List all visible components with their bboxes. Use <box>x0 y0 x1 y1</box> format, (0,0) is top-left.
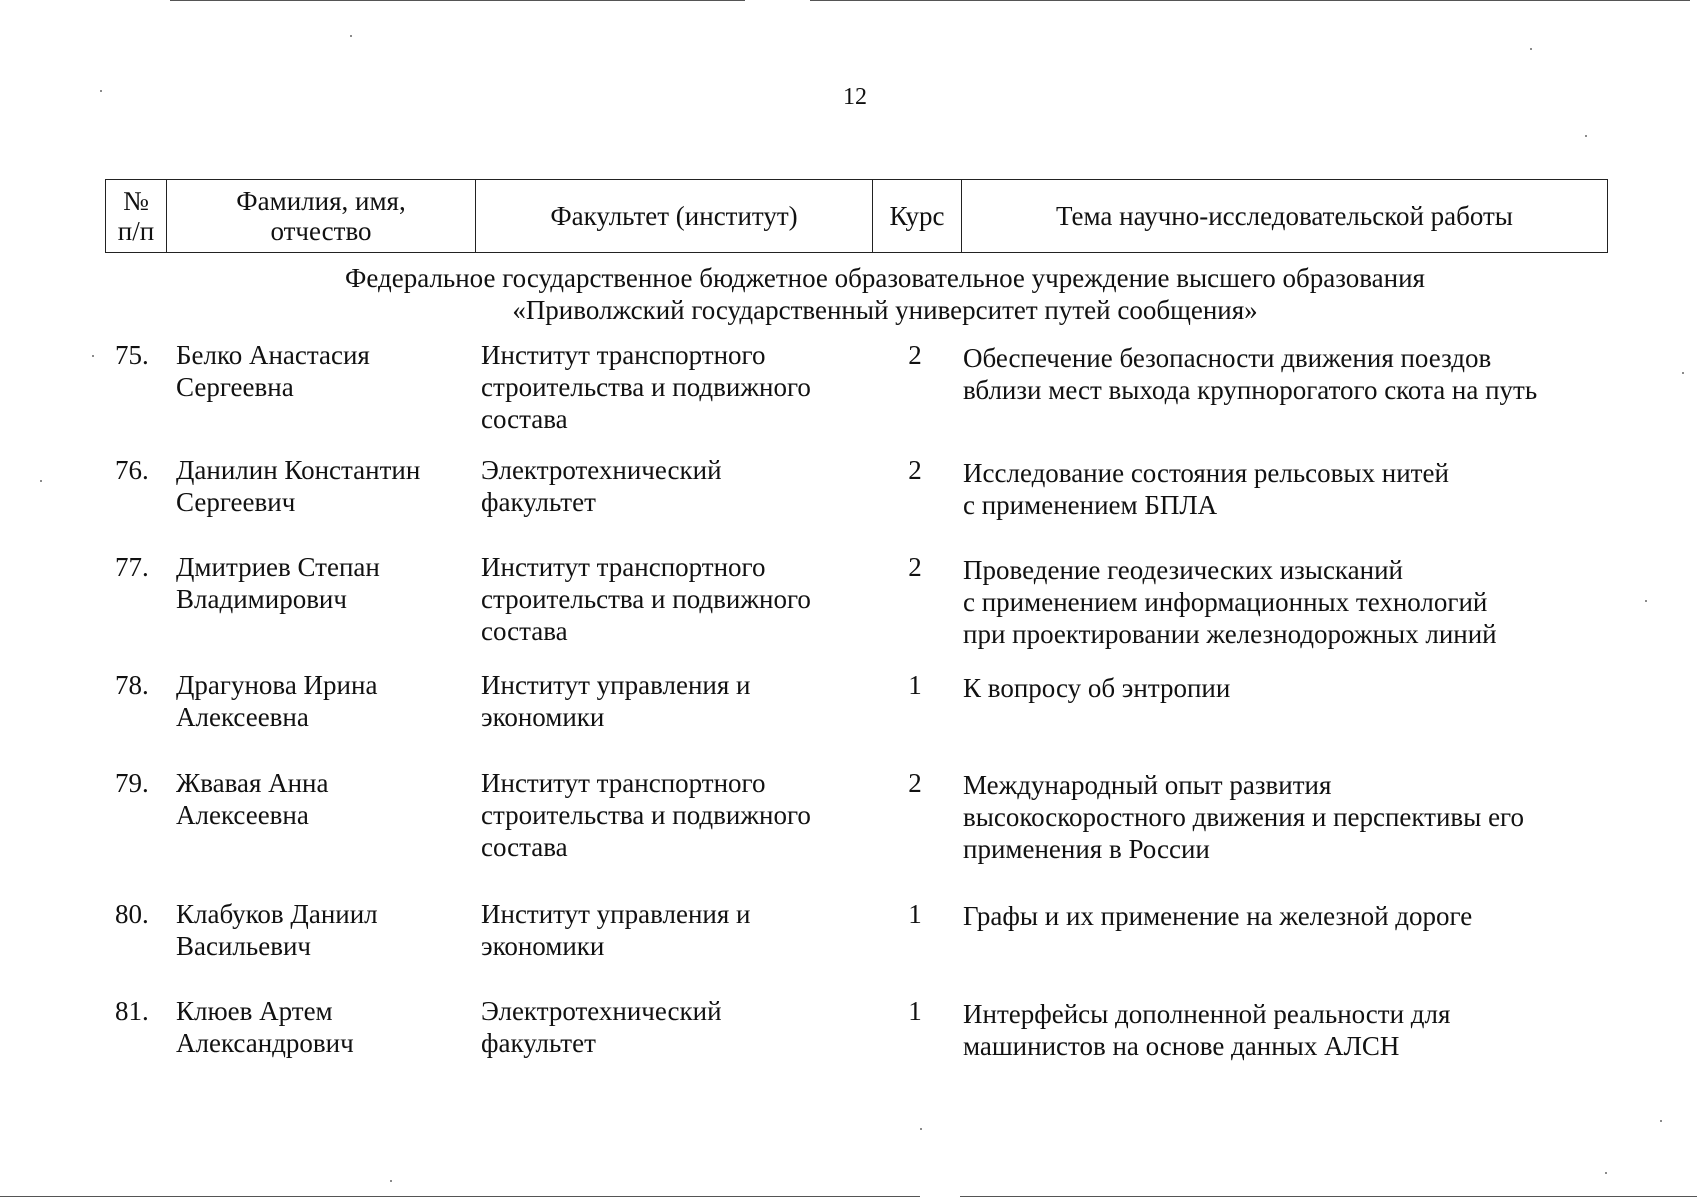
research-topic <box>963 769 1603 865</box>
course: 2 <box>908 768 922 798</box>
faculty-line: строительства и подвижного <box>481 800 811 830</box>
faculty-line: Электротехнический <box>481 996 722 1026</box>
research-topic-line: Графы и их применение на железной дороге <box>963 901 1473 931</box>
header-row <box>106 180 1608 253</box>
student-name-line: Александрович <box>176 1028 354 1058</box>
faculty-line: строительства и подвижного <box>481 584 811 614</box>
row-number: 76. <box>115 455 149 485</box>
header-name <box>167 180 476 253</box>
faculty-line: Институт транспортного <box>481 768 766 798</box>
student-name-line: Сергеевна <box>176 372 294 402</box>
scan-speck <box>920 1128 922 1130</box>
faculty-line: Институт транспортного <box>481 340 766 370</box>
table-row <box>0 339 1697 454</box>
student-name <box>176 454 476 518</box>
research-topic <box>963 457 1603 521</box>
student-name-line: Сергеевич <box>176 487 296 517</box>
student-name-line: Клабуков Даниил <box>176 899 378 929</box>
research-topic-line: вблизи мест выхода крупнорогатого скота на путь <box>963 375 1538 405</box>
research-topic-line: Исследование состояния рельсовых нитей <box>963 458 1449 488</box>
table-row <box>0 995 1697 1075</box>
student-name-line: Клюев Артем <box>176 996 333 1026</box>
student-name <box>176 339 476 403</box>
research-topic <box>963 900 1603 932</box>
header-num-line: № <box>123 186 149 216</box>
faculty-line: Институт транспортного <box>481 552 766 582</box>
research-topic <box>963 672 1603 704</box>
organization-line: «Приволжский государственный университет путей сообщения» <box>512 295 1258 325</box>
organization-line: Федеральное государственное бюджетное образовательное учреждение высшего образования <box>345 263 1425 293</box>
scan-speck <box>1585 135 1587 137</box>
faculty <box>481 339 881 435</box>
table-row <box>0 454 1697 551</box>
student-name <box>176 551 476 615</box>
faculty-line: экономики <box>481 702 605 732</box>
research-topic-line: с применением БПЛА <box>963 490 1218 520</box>
research-topic-line: применения в России <box>963 834 1210 864</box>
student-name-line: Жвавая Анна <box>176 768 329 798</box>
scan-speck <box>1530 48 1532 50</box>
scan-speck <box>100 90 102 92</box>
student-list <box>0 339 1697 1075</box>
row-number: 78. <box>115 670 149 700</box>
research-topic-line: при проектировании железнодорожных линий <box>963 619 1497 649</box>
research-topic <box>963 998 1603 1062</box>
research-topic-line: Международный опыт развития <box>963 770 1332 800</box>
research-topic-line: высокоскоростного движения и перспективы его <box>963 802 1524 832</box>
student-name-line: Белко Анастасия <box>176 340 370 370</box>
top-scan-line-right <box>810 0 1690 1</box>
row-number: 81. <box>115 996 149 1026</box>
student-name-line: Алексеевна <box>176 800 309 830</box>
research-topic-line: Интерфейсы дополненной реальности для <box>963 999 1451 1029</box>
top-scan-line-left <box>170 0 745 1</box>
faculty <box>481 898 881 962</box>
faculty-line: факультет <box>481 487 596 517</box>
header-num-line: п/п <box>117 216 155 246</box>
row-number: 80. <box>115 899 149 929</box>
course: 1 <box>908 996 922 1026</box>
course: 2 <box>908 552 922 582</box>
table-row <box>0 551 1697 669</box>
research-topic-line: Обеспечение безопасности движения поездов <box>963 343 1492 373</box>
faculty-line: Институт управления и <box>481 670 751 700</box>
student-name <box>176 669 476 733</box>
student-name <box>176 995 476 1059</box>
research-topic-line: К вопросу об энтропии <box>963 673 1231 703</box>
student-name <box>176 767 476 831</box>
course: 1 <box>908 670 922 700</box>
header-topic: Тема научно-исследовательской работы <box>962 180 1608 253</box>
student-name-line: Васильевич <box>176 931 311 961</box>
table-row <box>0 669 1697 767</box>
faculty-line: факультет <box>481 1028 596 1058</box>
header-num <box>106 180 167 253</box>
faculty-line: экономики <box>481 931 605 961</box>
faculty-line: состава <box>481 404 568 434</box>
header-name-line: отчество <box>270 216 372 246</box>
student-name-line: Драгунова Ирина <box>176 670 378 700</box>
student-name-line: Владимирович <box>176 584 347 614</box>
research-topic-line: машинистов на основе данных АЛСН <box>963 1031 1400 1061</box>
faculty-line: состава <box>481 832 568 862</box>
row-number: 75. <box>115 340 149 370</box>
page-number: 12 <box>843 84 867 110</box>
faculty-line: Институт управления и <box>481 899 751 929</box>
bottom-scan-line-left <box>0 1196 920 1197</box>
faculty <box>481 995 881 1059</box>
research-topic <box>963 342 1603 406</box>
student-name-line: Дмитриев Степан <box>176 552 380 582</box>
student-name <box>176 898 476 962</box>
header-faculty: Факультет (институт) <box>476 180 873 253</box>
table-row <box>0 898 1697 995</box>
scan-speck <box>1660 1120 1662 1122</box>
course: 2 <box>908 340 922 370</box>
student-name-line: Алексеевна <box>176 702 309 732</box>
header-name-line: Фамилия, имя, <box>236 186 406 216</box>
research-topic <box>963 554 1603 650</box>
faculty-line: Электротехнический <box>481 455 722 485</box>
research-topic-line: Проведение геодезических изысканий <box>963 555 1403 585</box>
header-course: Курс <box>873 180 962 253</box>
row-number: 77. <box>115 552 149 582</box>
faculty <box>481 669 881 733</box>
faculty <box>481 551 881 647</box>
table-header <box>105 179 1608 253</box>
faculty <box>481 767 881 863</box>
row-number: 79. <box>115 768 149 798</box>
organization-title <box>105 262 1665 326</box>
scan-speck <box>390 1180 392 1182</box>
student-name-line: Данилин Константин <box>176 455 421 485</box>
faculty-line: строительства и подвижного <box>481 372 811 402</box>
research-topic-line: с применением информационных технологий <box>963 587 1488 617</box>
scan-speck <box>1605 1172 1607 1174</box>
faculty-line: состава <box>481 616 568 646</box>
table-row <box>0 767 1697 898</box>
scan-speck <box>350 35 352 37</box>
course: 2 <box>908 455 922 485</box>
bottom-scan-line-right <box>960 1196 1697 1197</box>
faculty <box>481 454 881 518</box>
course: 1 <box>908 899 922 929</box>
